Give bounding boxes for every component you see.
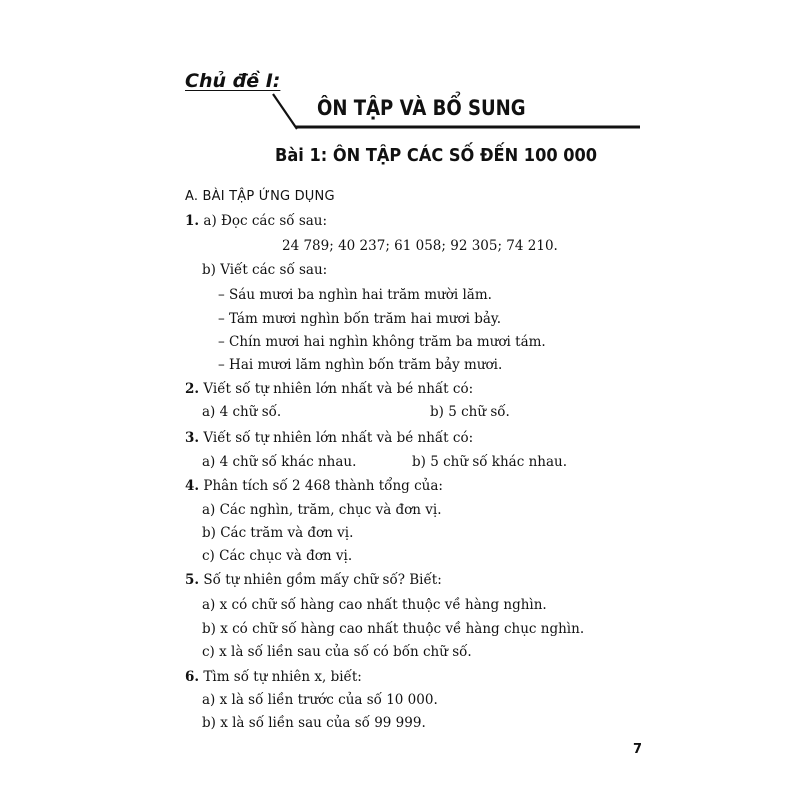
- exercise-number: 3.: [185, 430, 200, 446]
- exercise-4-b: b) Các trăm và đơn vị.: [202, 525, 354, 541]
- exercise-5-a: a) x có chữ số hàng cao nhất thuộc về hàng nghìn.: [202, 597, 547, 613]
- list-item: – Chín mươi hai nghìn không trăm ba mươi tám.: [218, 334, 546, 350]
- lesson-title: Bài 1: ÔN TẬP CÁC SỐ ĐẾN 100 000: [275, 145, 598, 166]
- list-item: – Sáu mươi ba nghìn hai trăm mười lăm.: [218, 287, 492, 303]
- exercise-4: [185, 478, 443, 494]
- exercise-4-c: c) Các chục và đơn vị.: [202, 548, 353, 564]
- exercise-1: [185, 213, 327, 229]
- section-heading: A. BÀI TẬP ỨNG DỤNG: [185, 189, 335, 204]
- exercise-6-b: b) x là số liền sau của số 99 999.: [202, 715, 426, 731]
- exercise-1-numbers: 24 789; 40 237; 61 058; 92 305; 74 210.: [282, 238, 558, 254]
- exercise-5: [185, 572, 442, 588]
- exercise-6: [185, 669, 362, 685]
- exercise-5-c: c) x là số liền sau của số có bốn chữ số.: [202, 644, 472, 660]
- exercise-6-a: a) x là số liền trước của số 10 000.: [202, 692, 438, 708]
- exercise-number: 4.: [185, 478, 200, 494]
- exercise-3: [185, 430, 473, 446]
- exercise-1-a: a) Đọc các số sau:: [203, 213, 328, 229]
- exercise-4-text: Phân tích số 2 468 thành tổng của:: [203, 478, 443, 494]
- chapter-title: ÔN TẬP VÀ BỔ SUNG: [317, 96, 526, 120]
- exercise-2: [185, 381, 473, 397]
- topic-label: Chủ đề I:: [185, 70, 281, 92]
- exercise-3-a: a) 4 chữ số khác nhau.: [202, 454, 357, 470]
- exercise-3-b: b) 5 chữ số khác nhau.: [412, 454, 567, 470]
- exercise-number: 5.: [185, 572, 200, 588]
- exercise-5-text: Số tự nhiên gồm mấy chữ số? Biết:: [203, 572, 442, 588]
- exercise-number: 2.: [185, 381, 200, 397]
- list-item: – Tám mươi nghìn bốn trăm hai mươi bảy.: [218, 311, 502, 327]
- exercise-3-text: Viết số tự nhiên lớn nhất và bé nhất có:: [203, 430, 474, 446]
- exercise-2-b: b) 5 chữ số.: [430, 404, 510, 420]
- list-item: – Hai mươi lăm nghìn bốn trăm bảy mươi.: [218, 357, 503, 373]
- exercise-2-a: a) 4 chữ số.: [202, 404, 282, 420]
- exercise-5-b: b) x có chữ số hàng cao nhất thuộc về hàng chục nghìn.: [202, 621, 585, 637]
- exercise-4-a: a) Các nghìn, trăm, chục và đơn vị.: [202, 502, 442, 518]
- exercise-number: 1.: [185, 213, 200, 229]
- exercise-number: 6.: [185, 669, 200, 685]
- exercise-6-text: Tìm số tự nhiên x, biết:: [203, 669, 362, 685]
- page-number: 7: [633, 742, 643, 757]
- exercise-2-text: Viết số tự nhiên lớn nhất và bé nhất có:: [203, 381, 474, 397]
- exercise-1-b: b) Viết các số sau:: [202, 262, 328, 278]
